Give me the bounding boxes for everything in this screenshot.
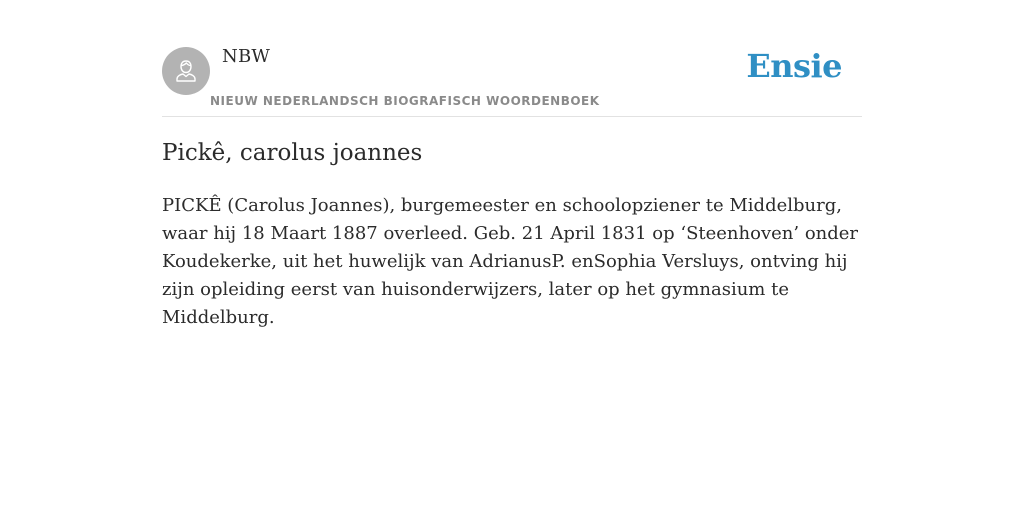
source-header <box>162 0 862 117</box>
source-avatar[interactable] <box>162 47 210 95</box>
ensie-logo[interactable]: Ensie <box>746 47 842 85</box>
entry-body: PICKÊ (Carolus Joannes), burgemeester en schoolopziener te Middelburg, waar hij 18 Maart 1887 overleed. Geb. 21 April 1831 op ‘Steenhoven’ onder Koudekerke, uit het huwelijk van AdrianusP. enSophia Versluys, ontving hij zijn opleiding eerst van huisonderwijzers, later op het gymnasium te Middelburg. <box>162 195 859 328</box>
source-full-name[interactable]: NIEUW NEDERLANDSCH BIOGRAFISCH WOORDENBOEK <box>210 94 600 108</box>
entry-title: Pickê, carolus joannes <box>162 140 423 166</box>
source-name[interactable]: NBW <box>222 46 271 67</box>
user-icon <box>172 57 200 85</box>
entry-card <box>162 0 862 512</box>
